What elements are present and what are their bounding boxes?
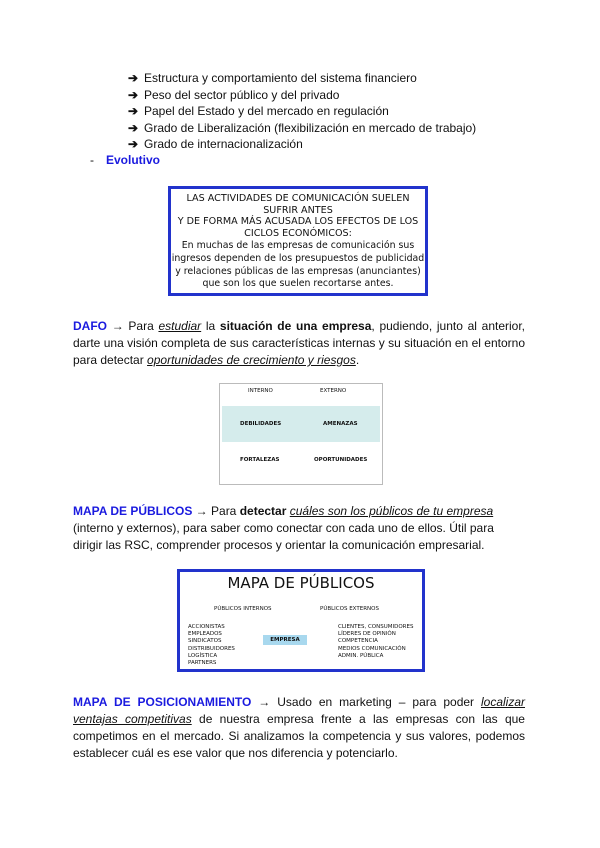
posicionamiento-paragraph: MAPA DE POSICIONAMIENTO → Usado en marketing – para poder localizar ventajas competitivas de nuestra empresa frente a las empresas con las que competimos en el mercado. Si analizamos la competencia y sus valores, podemos establecer cuál es ese valor que nos diferencia y potenciarlo. (73, 695, 525, 760)
arrow-icon: ➔ (128, 104, 139, 119)
figure-title: MAPA DE PÚBLICOS (227, 574, 375, 592)
arrow-icon: ➔ (128, 71, 139, 85)
debilidades-cell: DEBILIDADES (240, 421, 282, 427)
fortalezas-cell: FORTALEZAS (240, 457, 280, 463)
interno-header: INTERNO (248, 388, 273, 394)
amenazas-cell: AMENAZAS (323, 421, 358, 427)
list-item: ➔ Grado de internacionalización (128, 137, 303, 152)
internos-header: PÚBLICOS INTERNOS (214, 606, 272, 612)
arrow-icon: ➔ (128, 120, 139, 135)
oportunidades-cell: OPORTUNIDADES (314, 457, 368, 463)
bullet-list (128, 70, 476, 153)
communication-cycles-figure: LAS ACTIVIDADES DE COMUNICACIÓN SUELEN SUFRIR ANTES Y DE FORMA MÁS ACUSADA LOS EFECTOS DE LOS CICLOS ECONÓMICOS: En muchas de las empresas de comunicación sus ingresos dependen de los presupuestos de publicidad y relaciones públicas de las empresas (anunciantes) que son los que suelen recortarse antes. (168, 186, 428, 296)
arrow-icon: ➔ (128, 137, 139, 152)
dash-bullet: - (90, 153, 94, 167)
list-item: ➔ Peso del sector público y del privado (128, 87, 340, 102)
list-item: ➔ Grado de Liberalización (flexibilización en mercado de trabajo) (128, 120, 477, 135)
mapa-publicos-figure (177, 569, 425, 672)
mapa-publicos-paragraph: MAPA DE PÚBLICOS → Para detectar cuáles son los públicos de tu empresa (interno y externos), para saber como conectar con cada uno de ellos. Útil para dirigir las RSC, comprender procesos y orientar la comunicación empresarial. (73, 504, 494, 552)
external-publics-list: CLIENTES, CONSUMIDORES LÍDERES DE OPINIÓN COMPETENCIA MEDIOS COMUNICACIÓN ADMIN. PÚBLICA (338, 624, 414, 659)
dafo-paragraph: DAFO → Para estudiar la situación de una empresa, pudiendo, junto al anterior, darte una visión completa de sus características internas y su situación en el entorno para detectar oportunidades de crecimiento y riesgos. (73, 319, 526, 367)
externo-header: EXTERNO (320, 388, 347, 394)
arrow-icon: ➔ (128, 87, 139, 102)
list-item: ➔ Papel del Estado y del mercado en regulación (128, 104, 389, 119)
dafo-table-figure (219, 383, 383, 485)
internal-publics-list: ACCIONISTAS EMPLEADOS SINDICATOS DISTRIBUIDORES LOGÍSTICA PARTNERS (188, 624, 235, 667)
empresa-node: EMPRESA (263, 635, 307, 645)
list-item: ➔ Estructura y comportamiento del sistema financiero (128, 71, 417, 85)
evolutivo-label: Evolutivo (106, 153, 161, 167)
evolutivo-heading (90, 153, 160, 167)
externos-header: PÚBLICOS EXTERNOS (320, 606, 379, 612)
